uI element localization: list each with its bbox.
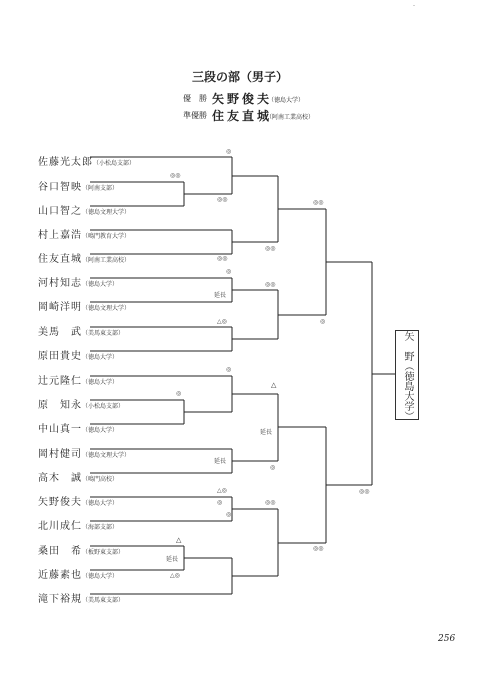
match-mark: ◎ bbox=[226, 148, 232, 155]
match-mark: ◎◎ bbox=[217, 196, 228, 203]
player-entry: 中山真一（徳島大学） bbox=[38, 424, 119, 435]
extension-label: 延長 bbox=[214, 458, 227, 465]
player-entry: 原田貴史（徳島大学） bbox=[38, 351, 119, 362]
player-entry: 河村知志（徳島大学） bbox=[38, 278, 119, 289]
player-entry: 美馬 武（美馬東支部） bbox=[38, 327, 125, 338]
player-entry: 桑田 希（板野東支部） bbox=[38, 546, 125, 557]
match-mark: ◎ bbox=[226, 366, 232, 373]
champion-school: （徳島大学） bbox=[268, 97, 305, 104]
player-entry: 住友直城（阿南工業高校） bbox=[38, 254, 131, 265]
extension-label: 延長 bbox=[214, 292, 227, 299]
extension-label: 延長 bbox=[260, 429, 273, 436]
player-entry: 矢野俊夫（徳島大学） bbox=[38, 497, 119, 508]
runnerup-school: （阿南工業高校） bbox=[266, 114, 315, 121]
runnerup-name: 住友直城 bbox=[212, 109, 273, 123]
match-mark: ◎◎ bbox=[359, 488, 370, 495]
player-entry: 谷口智映（阿南支部） bbox=[38, 182, 119, 193]
match-mark: ◎◎ bbox=[217, 255, 228, 262]
match-mark: △◎ bbox=[170, 572, 180, 579]
player-entry: 近藤素也（徳島大学） bbox=[38, 570, 119, 581]
extension-label: 延長 bbox=[166, 556, 179, 563]
match-mark: ◎ bbox=[270, 464, 276, 471]
match-mark: ◎◎ bbox=[265, 281, 276, 288]
match-mark: ◎◎ bbox=[265, 499, 276, 506]
champion-name: 矢野俊夫 bbox=[212, 92, 273, 106]
player-entry: 山口智之（徳島文理大学） bbox=[38, 206, 131, 217]
match-mark: ◎◎ bbox=[313, 545, 324, 552]
champion-label: 優 勝 bbox=[183, 94, 207, 103]
player-entry: 北川成仁（海部支部） bbox=[38, 521, 119, 532]
match-mark: △◎ bbox=[217, 318, 227, 325]
match-mark: ◎◎ bbox=[265, 245, 276, 252]
player-entry: 村上嘉浩（鳴門教育大学） bbox=[38, 230, 131, 241]
page-title: 三段の部（男子） bbox=[191, 70, 288, 84]
player-entry: 岡崎洋明（徳島文理大学） bbox=[38, 302, 131, 313]
player-entry: 原 知永（小松島支部） bbox=[38, 400, 125, 411]
match-mark: ◎ bbox=[217, 499, 223, 506]
match-mark: ◎ bbox=[176, 390, 182, 397]
page-number: 256 bbox=[438, 634, 456, 644]
player-entry: 佐藤光太郎（小松島支部） bbox=[38, 157, 136, 168]
match-mark: ◎ bbox=[226, 268, 232, 275]
triangle-mark: △ bbox=[176, 536, 182, 544]
match-mark: ◎◎ bbox=[170, 172, 181, 179]
player-entry: 高木 誠（鳴門高校） bbox=[38, 473, 119, 484]
player-entry: 辻元隆仁（徳島大学） bbox=[38, 376, 119, 387]
match-mark: △◎ bbox=[217, 487, 227, 494]
match-mark: ◎ bbox=[320, 318, 326, 325]
player-entry: 岡村健司（徳島文理大学） bbox=[38, 449, 131, 460]
runnerup-label: 準優勝 bbox=[183, 111, 207, 120]
match-mark: ◎◎ bbox=[313, 199, 324, 206]
triangle-mark: △ bbox=[271, 381, 277, 389]
corner-mark: - bbox=[413, 2, 416, 9]
player-entry: 滝下裕規（美馬東支部） bbox=[38, 594, 125, 605]
winner-box: 矢 野（徳島大学） bbox=[395, 330, 419, 420]
match-mark: ◎ bbox=[226, 511, 232, 518]
